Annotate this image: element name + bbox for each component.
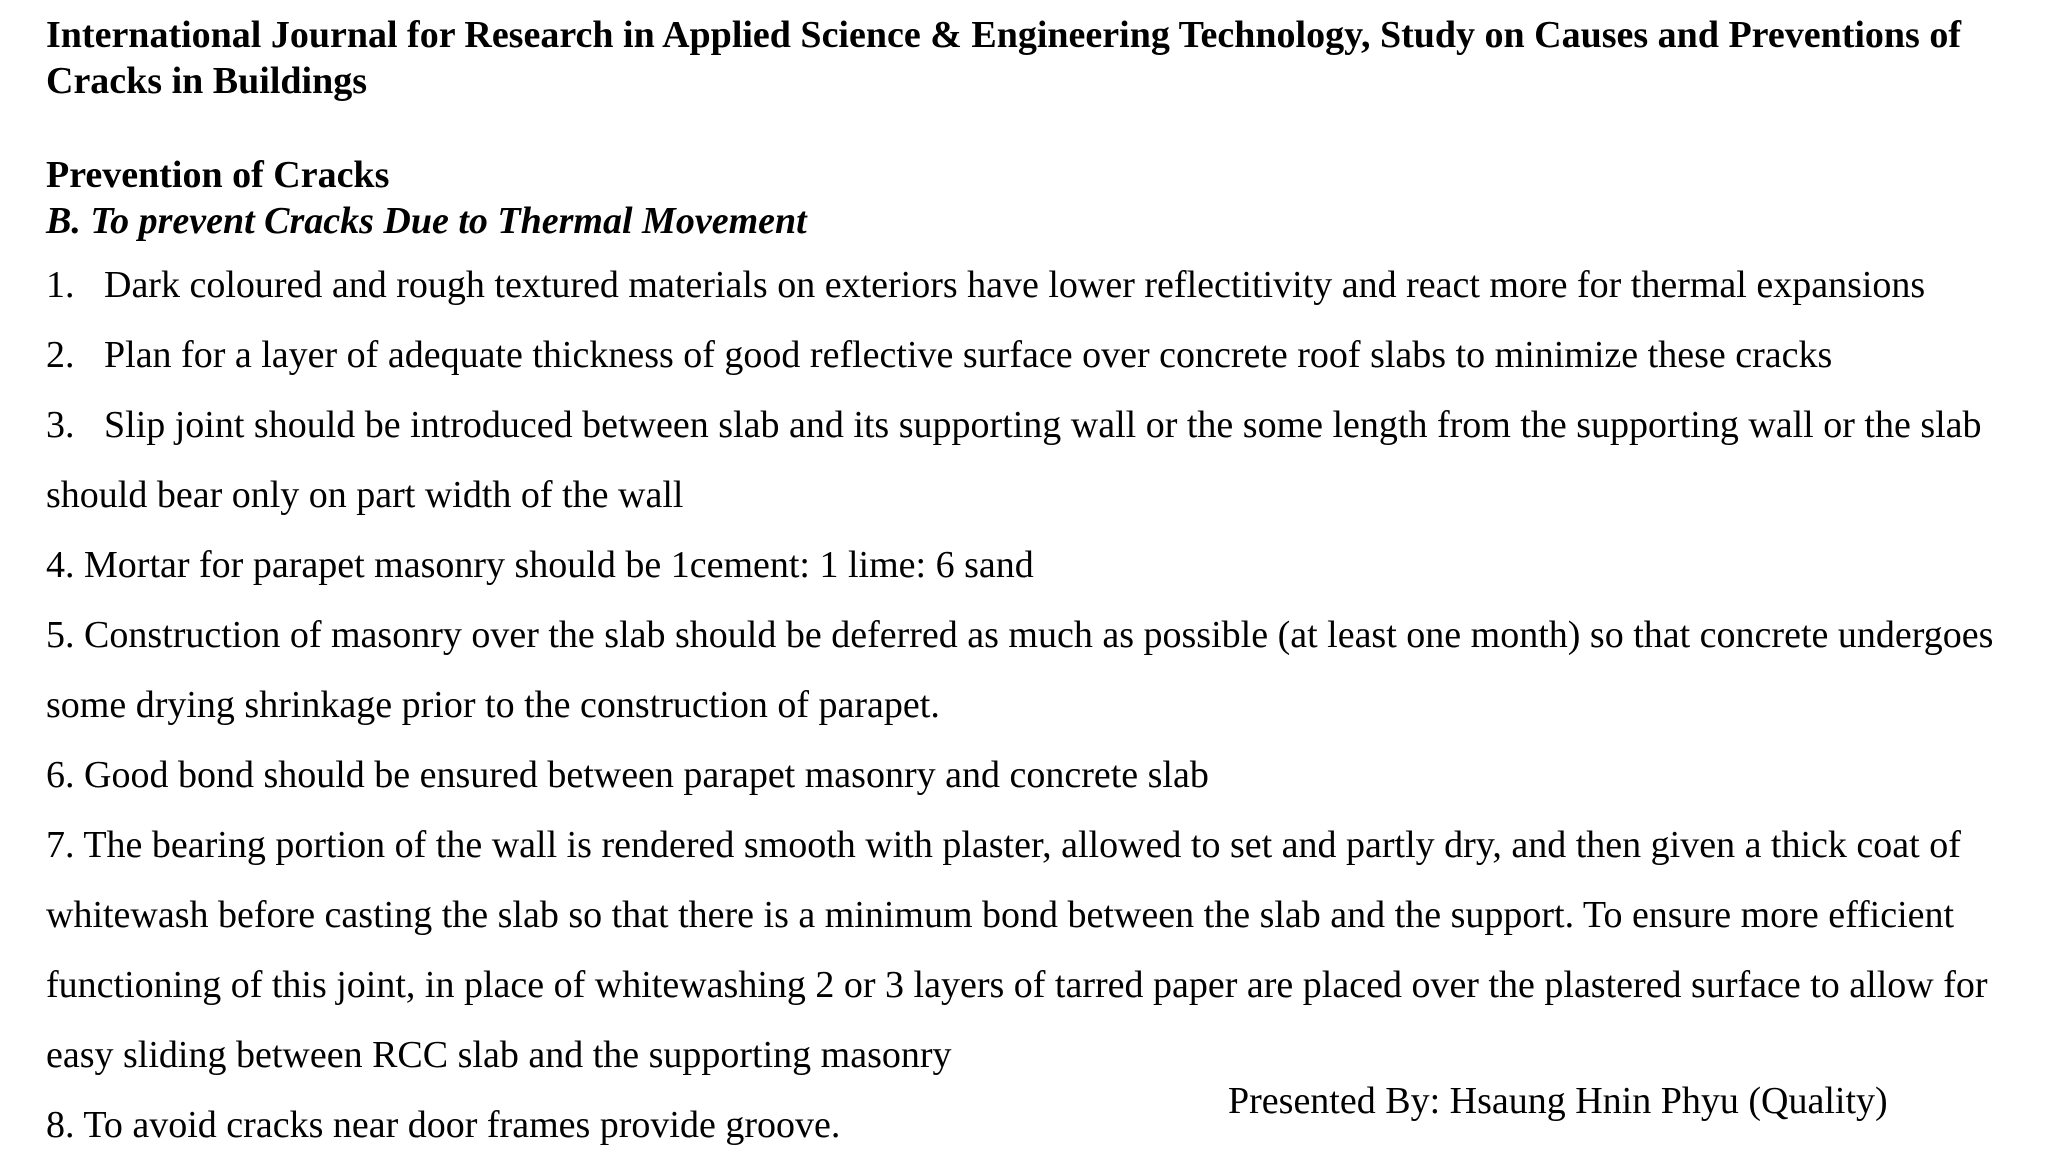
list-item-text: Good bond should be ensured between parapet masonry and concrete slab bbox=[84, 754, 1209, 796]
list-item-text: Mortar for parapet masonry should be 1cement: 1 lime: 6 sand bbox=[84, 544, 1034, 586]
list-item-number: 8. bbox=[46, 1104, 75, 1146]
list-item-number: 3. bbox=[46, 404, 75, 446]
list-item-text: Dark coloured and rough textured materials on exteriors have lower reflectitivity and react more for thermal expansions bbox=[104, 264, 1926, 306]
list-item-number: 6. bbox=[46, 754, 75, 796]
section-heading: Prevention of Cracks bbox=[46, 154, 390, 196]
list-item-text: The bearing portion of the wall is rendered smooth with plaster, allowed to set and partly dry, and then given a thick coat of whitewash before casting the slab so that there is a minimum bond between the slab and the support. To ensure more efficient functioning of this joint, in place of whitewashing 2 or 3 layers of tarred paper are placed over the plastered surface to allow for easy sliding between RCC slab and the supporting masonry bbox=[46, 824, 1988, 1076]
list-item bbox=[46, 390, 2036, 460]
list-item-number: 7. bbox=[46, 824, 75, 866]
list-item bbox=[46, 530, 2036, 600]
list-item-text: Plan for a layer of adequate thickness of good reflective surface over concrete roof slabs to minimize these cracks bbox=[104, 334, 1833, 376]
document-title: International Journal for Research in Applied Science & Engineering Technology, Study on Causes and Preventions of Cracks in Buildings bbox=[46, 14, 1961, 102]
list-item-continuation: should bear only on part width of the wall bbox=[46, 474, 684, 516]
list-item bbox=[46, 740, 2036, 810]
list-item-number: 2. bbox=[46, 334, 75, 376]
list-item-continuation: some drying shrinkage prior to the construction of parapet. bbox=[46, 684, 940, 726]
list-item-text: Slip joint should be introduced between slab and its supporting wall or the some length from the supporting wall or the slab bbox=[104, 404, 1982, 446]
list-item bbox=[46, 320, 2036, 390]
presenter-credit: Presented By: Hsaung Hnin Phyu (Quality) bbox=[1228, 1080, 1888, 1122]
list-item-number: 4. bbox=[46, 544, 75, 586]
list-item-number: 1. bbox=[46, 264, 75, 306]
list-item bbox=[46, 600, 2036, 670]
list-item-number: 5. bbox=[46, 614, 75, 656]
list-item-text: To avoid cracks near door frames provide groove. bbox=[83, 1104, 841, 1146]
subsection-heading: B. To prevent Cracks Due to Thermal Movement bbox=[46, 200, 807, 242]
list-item bbox=[46, 250, 2036, 320]
list-item-text: Construction of masonry over the slab should be deferred as much as possible (at least one month) so that concrete undergoes bbox=[84, 614, 1994, 656]
list-item bbox=[46, 810, 2031, 1090]
